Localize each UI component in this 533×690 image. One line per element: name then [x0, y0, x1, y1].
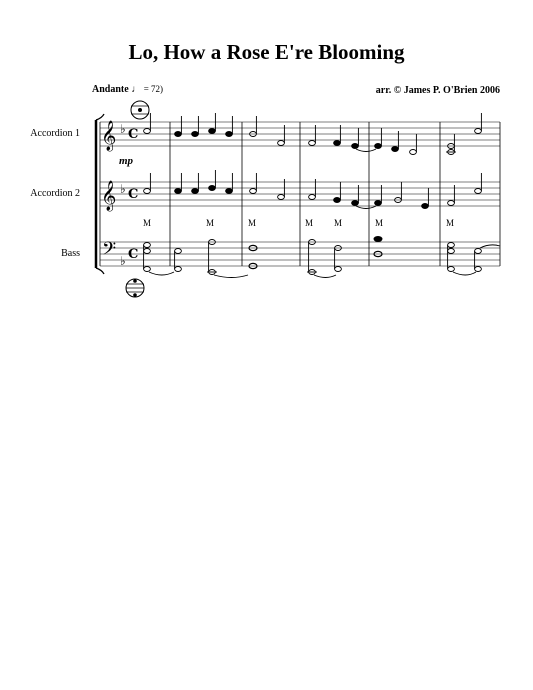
register-mark: M	[446, 218, 455, 228]
metronome-mark: = 72)	[143, 84, 164, 94]
dynamic-marking: mp	[119, 155, 134, 167]
time-signature: C	[128, 127, 139, 142]
flat-icon: ♭	[120, 182, 126, 196]
notes-accordion-2	[144, 170, 482, 209]
arranger-credit: arr. © James P. O'Brien 2006	[375, 85, 500, 96]
time-signature: C	[128, 187, 139, 202]
register-mark: M	[206, 218, 215, 228]
treble-clef-icon: 𝄞	[101, 121, 117, 151]
time-signature: C	[128, 247, 139, 262]
register-mark: M	[334, 218, 343, 228]
register-mark: M	[143, 218, 152, 228]
flat-icon: ♭	[120, 254, 126, 268]
quarter-note-icon: ♩	[131, 84, 142, 95]
instrument-label-bass: Bass	[61, 248, 80, 259]
score-title: Lo, How a Rose E're Blooming	[128, 40, 405, 64]
register-symbol-icon	[131, 101, 149, 119]
register-mark: M	[248, 218, 257, 228]
instrument-label-accordion-2: Accordion 2	[30, 188, 80, 199]
register-mark: M	[305, 218, 314, 228]
instrument-label-accordion-1: Accordion 1	[30, 128, 80, 139]
register-mark: M	[375, 218, 384, 228]
flat-icon: ♭	[120, 122, 126, 136]
notes-bass	[144, 236, 500, 277]
tempo-text: Andante	[92, 84, 129, 95]
register-symbol-icon	[126, 279, 144, 297]
treble-clef-icon: 𝄞	[101, 181, 117, 211]
bass-clef-icon: 𝄢	[102, 239, 117, 264]
